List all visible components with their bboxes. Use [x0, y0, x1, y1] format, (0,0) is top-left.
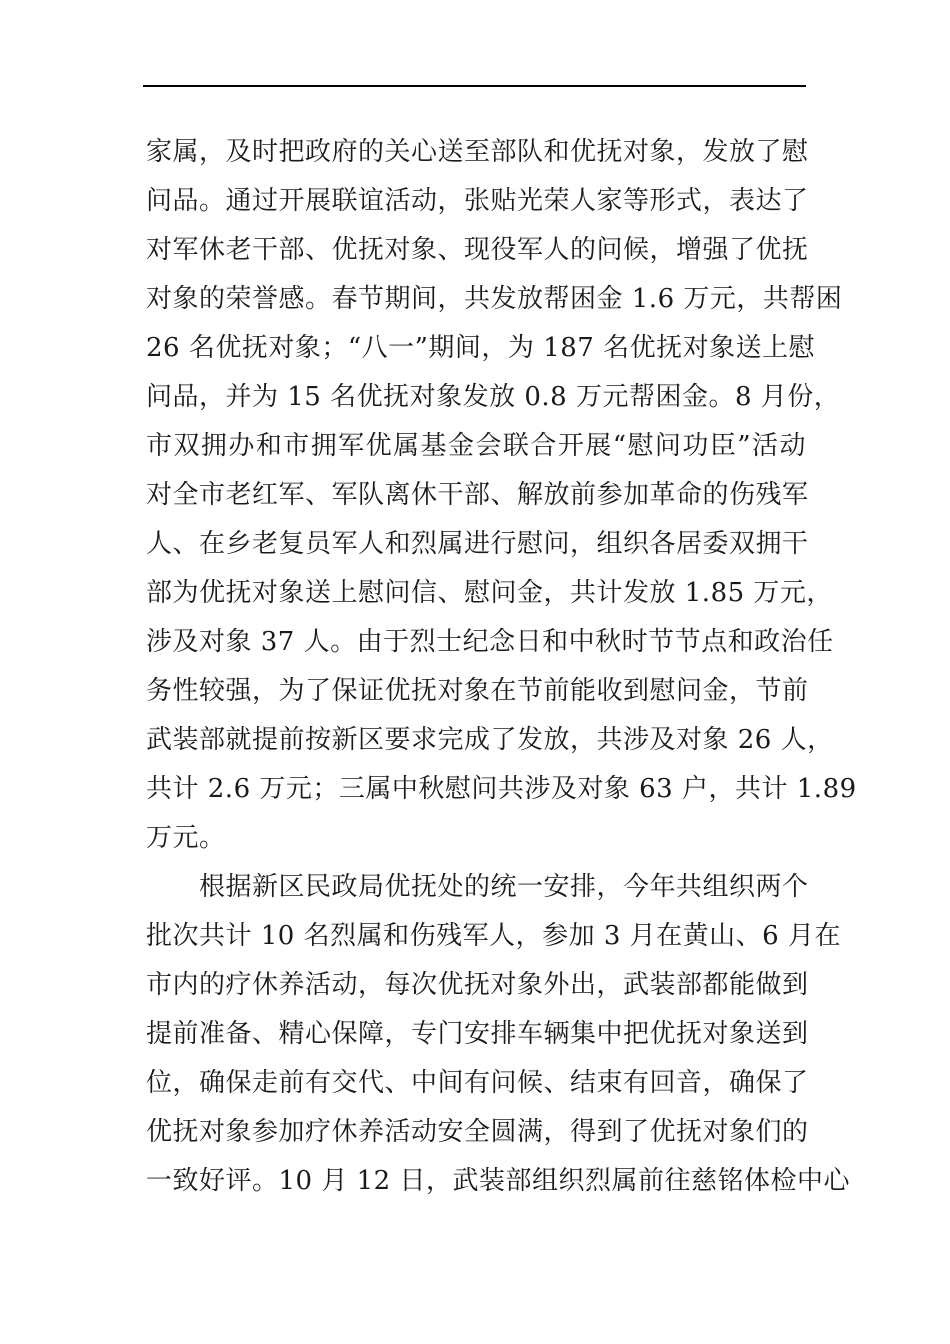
- text-line: 共计 2.6 万元；三属中秋慰问共涉及对象 63 户，共计 1.89: [146, 774, 857, 804]
- text-line: 武装部就提前按新区要求完成了发放，共涉及对象 26 人，: [146, 725, 834, 755]
- text-line: 涉及对象 37 人。由于烈士纪念日和中秋时节节点和政治任: [146, 627, 834, 657]
- text-line: 26 名优抚对象；“八一”期间，为 187 名优抚对象送上慰: [146, 333, 816, 363]
- text-line: 批次共计 10 名烈属和伤残军人，参加 3 月在黄山、6 月在: [146, 921, 841, 951]
- text-line: 对军休老干部、优抚对象、现役军人的问候，增强了优抚: [146, 235, 809, 265]
- text-line: 市双拥办和市拥军优属基金会联合开展“慰问功臣”活动: [146, 431, 806, 461]
- text-line: 提前准备、精心保障，专门安排车辆集中把优抚对象送到: [146, 1019, 809, 1049]
- paragraph: [146, 863, 850, 1206]
- text-line: 对全市老红军、军队离休干部、解放前参加革命的伤残军: [146, 480, 809, 510]
- text-line: 问品。通过开展联谊活动，张贴光荣人家等形式，表达了: [146, 186, 809, 216]
- text-line: 根据新区民政局优抚处的统一安排，今年共组织两个: [146, 872, 809, 902]
- text-line: 部为优抚对象送上慰问信、慰问金，共计发放 1.85 万元，: [146, 578, 833, 608]
- header-rule: [143, 85, 806, 87]
- text-line: 一致好评。10 月 12 日，武装部组织烈属前往慈铭体检中心: [146, 1166, 850, 1196]
- text-line: 优抚对象参加疗休养活动安全圆满，得到了优抚对象们的: [146, 1117, 809, 1147]
- document-body: [146, 128, 857, 1206]
- text-line: 对象的荣誉感。春节期间，共发放帮困金 1.6 万元，共帮困: [146, 284, 843, 314]
- text-line: 家属，及时把政府的关心送至部队和优抚对象，发放了慰: [146, 137, 809, 167]
- paragraph: [146, 128, 857, 863]
- text-line: 位，确保走前有交代、中间有问候、结束有回音，确保了: [146, 1068, 809, 1098]
- text-line: 人、在乡老复员军人和烈属进行慰问，组织各居委双拥干: [146, 529, 809, 559]
- text-line: 务性较强，为了保证优抚对象在节前能收到慰问金，节前: [146, 676, 809, 706]
- text-line: 市内的疗休养活动，每次优抚对象外出，武装部都能做到: [146, 970, 809, 1000]
- text-line: 问品，并为 15 名优抚对象发放 0.8 万元帮困金。8 月份，: [146, 382, 841, 412]
- text-line: 万元。: [146, 823, 226, 853]
